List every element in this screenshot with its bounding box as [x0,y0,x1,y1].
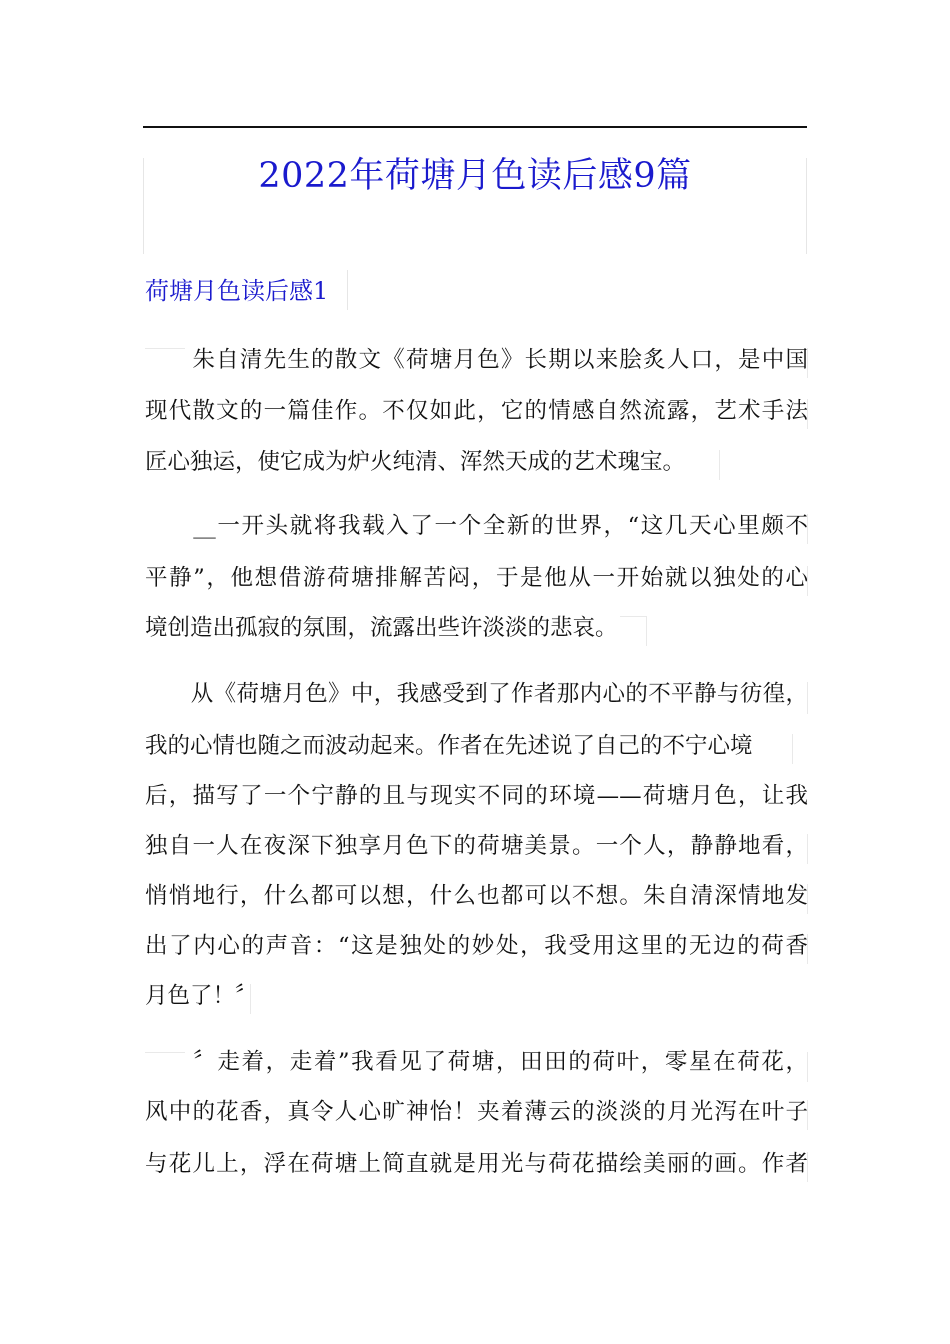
paragraph-line: 出了内心的声音：“这是独处的妙处，我受用这里的无边的荷香 [145,933,808,959]
paragraph-line: 月色了！〞 [145,983,258,1009]
para-frame [620,616,646,617]
paragraph-line: 与花儿上，浮在荷塘上简直就是用光与荷花描绘美丽的画。作者 [145,1151,808,1177]
para-frame [807,514,808,544]
paragraph-line: 悄悄地行，什么都可以想，什么也都可以不想。朱自清深情地发 [145,883,808,909]
paragraph-line: 风中的花香，真令人心旷神怡！夹着薄云的淡淡的月光泻在叶子 [145,1099,808,1125]
paragraph-line: 独自一人在夜深下独享月色下的荷塘美景。一个人，静静地看， [145,833,808,859]
para-frame [807,1152,808,1182]
top-rule [143,126,807,128]
para-frame [807,934,808,964]
para-frame [807,566,808,596]
para-frame [807,884,808,914]
title-box [143,158,807,254]
paragraph-line: 平静”，他想借游荷塘排解苦闷，于是他从一开始就以独处的心 [145,565,808,591]
para-frame [807,399,808,429]
paragraph-line: 从《荷塘月色》中，我感受到了作者那内心的不平静与彷徨， [145,681,808,707]
para-frame [807,682,808,714]
paragraph-line: __一开头就将我载入了一个全新的世界，“这几天心里颇不 [145,513,808,539]
document-title: 2022年荷塘月色读后感9篇 [258,156,692,196]
paragraph-line: 〞走着，走着”我看见了荷塘，田田的荷叶，零星在荷花， [145,1049,808,1075]
paragraph-line: 朱自清先生的散文《荷塘月色》长期以来脍炙人口，是中国 [145,347,808,373]
para-frame [646,616,647,646]
para-frame [807,834,808,864]
paragraph-line: 境创造出孤寂的氛围，流露出些许淡淡的悲哀。 [145,615,618,641]
para-frame [807,1052,808,1082]
para-frame [719,450,720,480]
para-frame [250,984,251,1014]
section-heading: 荷塘月色读后感1 [145,277,329,305]
para-frame [807,1100,808,1130]
paragraph-line: 现代散文的一篇佳作。不仅如此，它的情感自然流露，艺术手法 [145,398,808,424]
paragraph-line: 匠心独运，使它成为炉火纯清、浑然天成的艺术瑰宝。 [145,449,686,475]
para-frame [792,734,793,764]
paragraph-line: 我的心情也随之而波动起来。作者在先述说了自己的不宁心境 [145,733,753,759]
paragraph-line: 后，描写了一个宁静的且与现实不同的环境——荷塘月色，让我 [145,783,808,809]
